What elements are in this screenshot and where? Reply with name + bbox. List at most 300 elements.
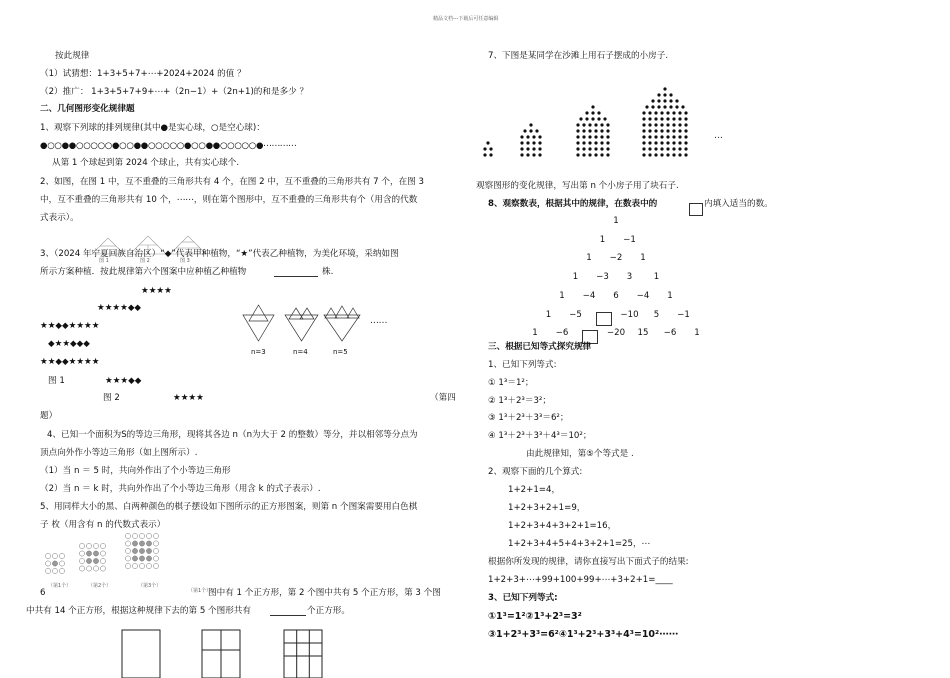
- star-row-3: ★★◆◆★★★★: [40, 321, 100, 331]
- r-question-1: 1、已知下列等式:: [488, 360, 557, 370]
- stone-dot: [600, 123, 603, 126]
- stone-dot: [675, 105, 678, 108]
- stone-dot: [486, 141, 489, 144]
- question-3b: 所示方案种植．按此规律第六个图案中应种植乙种植物: [40, 267, 247, 277]
- stone-dot: [642, 111, 645, 114]
- question-1b: 从第 1 个球起到第 2024 个球止，共有实心球个.: [52, 158, 240, 168]
- stone-dot: [663, 105, 666, 108]
- stone-dot: [666, 141, 669, 144]
- triangle-star-figures: [238, 303, 368, 345]
- stone-dot: [654, 153, 657, 156]
- question-6a: 图中有 1 个正方形，第 2 个图中共有 5 个正方形，第 3 个图: [208, 588, 441, 598]
- chess-piece: [153, 541, 158, 546]
- stone-dot: [588, 135, 591, 138]
- stone-dot: [657, 105, 660, 108]
- chess-piece: [79, 566, 84, 571]
- number-cell: 5: [653, 309, 660, 320]
- stone-dot: [582, 135, 585, 138]
- stone-dot: [666, 153, 669, 156]
- chess-piece: [132, 541, 137, 546]
- chess-pattern-figures: [44, 536, 184, 586]
- stone-dot: [600, 135, 603, 138]
- page-header: 精品文档---下载后可任意编辑: [433, 16, 499, 22]
- star-row-2: ★★★★◆◆: [97, 303, 142, 313]
- stone-dot: [651, 99, 654, 102]
- stone-dot: [663, 87, 666, 90]
- question-7: 7、下图是某同学在沙滩上用石子摆成的小房子.: [488, 51, 669, 61]
- sum-question: 1+2+3+⋯+99+100+99+⋯+3+2+1=____: [488, 575, 673, 585]
- stone-dot: [603, 117, 606, 120]
- question-2c: 式表示）。: [40, 213, 79, 223]
- stone-dot: [666, 147, 669, 150]
- stone-dot: [648, 117, 651, 120]
- chess-piece: [132, 563, 137, 568]
- chess-piece: [45, 561, 50, 566]
- fig-small-label: （第1个）: [188, 588, 212, 594]
- chess-piece: [132, 556, 137, 561]
- stone-dot: [654, 123, 657, 126]
- square-grid-figures: [120, 628, 330, 678]
- chess-piece: [100, 551, 105, 556]
- chess-piece: [132, 533, 137, 538]
- stone-dot: [576, 141, 579, 144]
- section-2-title: 二、几何图形变化规律题: [40, 104, 135, 114]
- chess-piece: [45, 568, 50, 573]
- chess-piece: [125, 563, 130, 568]
- chess-piece: [59, 561, 64, 566]
- number-cell: −10: [620, 309, 639, 320]
- stone-dot: [660, 117, 663, 120]
- star-row-4: ◆★★◆◆◆: [48, 339, 90, 349]
- chess-piece: [52, 568, 57, 573]
- n-label-3: n=3: [251, 348, 266, 356]
- question-6-num: 6: [40, 588, 46, 598]
- stone-dot: [606, 129, 609, 132]
- question-8: 8、观察数表，根据其中的规律，在数表中的: [488, 199, 658, 209]
- question-4c: （1）当 n ＝ 5 时，共向外作出了个小等边三角形: [40, 466, 231, 476]
- stone-dot: [532, 147, 535, 150]
- tri-star-n4: [285, 308, 318, 341]
- stone-dot: [576, 123, 579, 126]
- stone-dot: [648, 141, 651, 144]
- chess-piece: [153, 548, 158, 553]
- fig-1-label: 图 1: [48, 376, 65, 386]
- stone-dot: [648, 111, 651, 114]
- tri-label-2: 图 2: [140, 258, 150, 264]
- chess-label-2: （第2个）: [88, 583, 112, 589]
- stone-dot: [535, 129, 538, 132]
- stone-dot: [576, 129, 579, 132]
- question-5b: 子 枚（用含有 n 的代数式表示）: [40, 520, 166, 530]
- chess-piece: [59, 553, 64, 558]
- stone-dot: [582, 123, 585, 126]
- cube-equations-2: ③1+2³+3³=6²④1³+2³+3³+4³=10²⋯⋯: [488, 629, 679, 640]
- stone-dot: [582, 147, 585, 150]
- chess-piece: [125, 556, 130, 561]
- stone-dot: [642, 147, 645, 150]
- stone-dot: [660, 129, 663, 132]
- stone-dot: [654, 135, 657, 138]
- n-label-4: n=4: [293, 348, 308, 356]
- stone-dot: [526, 135, 529, 138]
- stone-dot: [663, 93, 666, 96]
- number-cell: −1: [677, 309, 690, 320]
- answer-blank-q3[interactable]: [274, 276, 318, 277]
- chess-piece: [139, 533, 144, 538]
- number-cell: 1: [613, 216, 619, 226]
- tri-label-3: 图 3: [180, 258, 190, 264]
- chess-piece: [146, 548, 151, 553]
- chess-piece: [153, 556, 158, 561]
- stone-dot: [684, 135, 687, 138]
- stone-dot: [606, 141, 609, 144]
- stone-dot: [538, 147, 541, 150]
- question-6b: 中共有 14 个正方形，根据这种规律下去的第 5 个图形共有: [26, 606, 251, 616]
- tri-star-n3: [243, 305, 274, 341]
- stone-dot: [678, 135, 681, 138]
- chess-piece: [139, 563, 144, 568]
- stone-dot: [526, 141, 529, 144]
- equation-4: ④ 1³＋2³＋3³＋4³＝10²；: [488, 431, 592, 441]
- stone-dot: [523, 129, 526, 132]
- stone-dot: [672, 147, 675, 150]
- tri-dots: ⋯⋯: [370, 318, 388, 328]
- stone-dot: [594, 135, 597, 138]
- stone-dot: [606, 135, 609, 138]
- sum-3: 1+2+3+4+3+2+1=16，: [508, 521, 617, 531]
- chess-piece: [125, 533, 130, 538]
- stone-dot: [684, 147, 687, 150]
- grid-3: [284, 630, 322, 678]
- stone-dot: [648, 147, 651, 150]
- chess-piece: [100, 558, 105, 563]
- chess-piece: [139, 556, 144, 561]
- stone-dot: [520, 153, 523, 156]
- stone-dot: [606, 147, 609, 150]
- star-row-1: ★★★★: [141, 286, 172, 296]
- stone-dot: [529, 129, 532, 132]
- stone-dot: [591, 105, 594, 108]
- number-cell: 1: [545, 309, 552, 320]
- stone-dot: [582, 141, 585, 144]
- stone-dot: [588, 141, 591, 144]
- number-cell: 1: [559, 290, 565, 301]
- stone-dot: [532, 153, 535, 156]
- number-cell: −20: [606, 328, 626, 339]
- stone-dot: [576, 135, 579, 138]
- number-cell: 1: [694, 328, 700, 339]
- number-cell: −4: [636, 290, 650, 301]
- text-guess: （1）试猜想：1+3+5+7+⋯+2024+2024 的值 ？: [40, 69, 246, 79]
- chess-piece: [139, 548, 144, 553]
- stone-dot: [684, 117, 687, 120]
- stone-dot: [600, 147, 603, 150]
- chess-piece: [153, 563, 158, 568]
- stone-dot: [678, 117, 681, 120]
- stone-dot: [588, 153, 591, 156]
- grid-2: [202, 630, 240, 678]
- stone-dot: [654, 141, 657, 144]
- equation-1: ① 1³＝1²；: [488, 378, 534, 388]
- question-4b: 顶点向外作小等边三角形（如上图所示）.: [40, 448, 198, 458]
- stone-dot: [672, 117, 675, 120]
- stone-dot: [666, 117, 669, 120]
- stone-dot: [538, 153, 541, 156]
- stone-dot: [594, 153, 597, 156]
- stone-dot: [648, 153, 651, 156]
- text-extend: （2）推广： 1+3+5+7+9+⋯+（2n−1）+（2n+1)的和是多少 ？: [40, 87, 309, 97]
- chess-piece: [52, 561, 57, 566]
- stone-dot: [576, 147, 579, 150]
- number-cell: −3: [596, 272, 609, 283]
- stone-dot: [678, 147, 681, 150]
- grid-1: [122, 630, 160, 678]
- chess-piece: [146, 533, 151, 538]
- stone-dot: [684, 129, 687, 132]
- question-7b: 观察图形的变化规律，写出第 n 个小房子用了块石子.: [476, 181, 679, 191]
- question-3a: 3、（2024 年宁夏回族自治区）“◆”代表甲种植物，“★”代表乙种植物，为美化环境，采纳如图: [40, 249, 399, 259]
- chess-piece: [100, 566, 105, 571]
- stone-dot: [663, 99, 666, 102]
- stone-house-figures: [476, 98, 706, 160]
- question-1: 1、观察下列球的排列规律(其中●是实心球，○是空心球)：: [40, 123, 265, 133]
- chess-piece: [86, 566, 91, 571]
- number-cell: 1: [572, 272, 579, 283]
- question-2b: 中，互不重叠的三角形共有 10 个，⋯⋯，则在第个图形中，互不重叠的三角形共有个（用含的代数: [40, 195, 418, 205]
- number-cell: −1: [623, 234, 636, 245]
- chess-piece: [93, 543, 98, 548]
- tri-star-n5: [324, 306, 360, 341]
- stone-dot: [642, 141, 645, 144]
- stone-dot: [642, 117, 645, 120]
- question-4d: （2）当 n ＝ k 时，共向外作出了个小等边三角形（用含 k 的式子表示）.: [40, 484, 321, 494]
- stone-dot: [591, 117, 594, 120]
- number-cell: −6: [663, 328, 677, 339]
- stone-dot: [654, 129, 657, 132]
- star-row-5: ★★◆◆★★★★: [40, 357, 100, 367]
- stone-dot: [666, 129, 669, 132]
- stone-dot: [672, 153, 675, 156]
- chess-piece: [146, 563, 151, 568]
- chess-piece: [132, 548, 137, 553]
- stone-dot: [483, 147, 486, 150]
- stone-dot: [526, 147, 529, 150]
- number-cell: −4: [582, 290, 596, 301]
- chess-piece: [125, 548, 130, 553]
- stone-dot: [669, 105, 672, 108]
- stone-dot: [642, 123, 645, 126]
- question-8-end: 内填入适当的数。: [704, 199, 773, 209]
- stone-dot: [672, 129, 675, 132]
- chess-piece: [86, 558, 91, 563]
- stone-dot: [669, 99, 672, 102]
- stone-dot: [669, 93, 672, 96]
- stone-dot: [594, 141, 597, 144]
- stone-dot: [576, 153, 579, 156]
- stone-dot: [666, 135, 669, 138]
- stone-dot: [597, 111, 600, 114]
- stone-dot: [666, 123, 669, 126]
- stone-dot: [654, 117, 657, 120]
- number-cell: −2: [609, 253, 623, 264]
- stone-dot: [585, 111, 588, 114]
- stone-dot: [591, 111, 594, 114]
- r-question-3: 3、已知下列等式:: [488, 593, 558, 603]
- chess-label-1: （第1个）: [48, 583, 72, 589]
- stone-dot: [588, 129, 591, 132]
- fig-2-label: 图 2: [103, 393, 120, 403]
- stone-dot: [678, 123, 681, 126]
- fig-4-caption-end: 题）: [40, 411, 58, 421]
- sum-4: 1+2+3+4+5+4+3+2+1=25，⋯: [508, 539, 651, 549]
- answer-box-q8-intro[interactable]: [689, 203, 703, 216]
- number-cell: 1: [667, 290, 673, 301]
- stone-dot: [678, 111, 681, 114]
- answer-blank-q6[interactable]: [270, 615, 306, 616]
- stone-dot: [532, 135, 535, 138]
- question-3b-end: 株.: [322, 267, 334, 277]
- chess-piece: [59, 568, 64, 573]
- stone-dot: [660, 111, 663, 114]
- number-cell: 6: [613, 290, 619, 301]
- chess-piece: [125, 541, 130, 546]
- chess-label-3: （第3个）: [138, 583, 162, 589]
- chess-piece: [153, 533, 158, 538]
- stone-dot: [654, 111, 657, 114]
- stone-dot: [654, 147, 657, 150]
- stone-dot: [532, 141, 535, 144]
- stone-dot: [645, 105, 648, 108]
- stone-dot: [648, 123, 651, 126]
- question-2a: 2、如图，在图 1 中，互不重叠的三角形共有 4 个，在图 2 中，互不重叠的三角形共有 7 个，在图 3: [40, 177, 424, 187]
- sum-prompt: 根据你所发现的规律，请你直接写出下面式子的结果:: [488, 557, 689, 567]
- chess-piece: [139, 541, 144, 546]
- stone-dot: [538, 141, 541, 144]
- stone-dot: [675, 99, 678, 102]
- stone-dot: [657, 93, 660, 96]
- stone-dot: [684, 111, 687, 114]
- question-4a: 4、已知一个面积为S的等边三角形，现将其各边 n（n为大于 2 的整数）等分，并以相邻等分点为: [47, 430, 418, 440]
- ball-sequence: ●○○●●○○○○○●○○●●○○○○○●○○●●○○○○○●⋯⋯⋯⋯: [40, 141, 297, 151]
- chess-piece: [79, 551, 84, 556]
- stone-dot: [660, 135, 663, 138]
- section-3-title: 三、根据已知等式探究规律: [488, 342, 592, 352]
- number-cell: −6: [555, 328, 569, 339]
- stone-dot: [483, 153, 486, 156]
- stone-dot: [489, 153, 492, 156]
- equation-5-prompt: 由此规律知，第⑤个等式是 .: [526, 449, 634, 459]
- number-cell: 1: [586, 253, 592, 264]
- stone-dot: [520, 147, 523, 150]
- house-dots: ⋯: [714, 133, 723, 143]
- chess-piece: [93, 558, 98, 563]
- question-5a: 5、用同样大小的黑、白两种颜色的棋子摆设如下图所示的正方形图案，则第 n 个图案需要用白色棋: [40, 502, 418, 512]
- stone-dot: [600, 129, 603, 132]
- chess-piece: [79, 543, 84, 548]
- stone-dot: [678, 129, 681, 132]
- number-cell: 15: [637, 328, 649, 339]
- stone-dot: [489, 147, 492, 150]
- stone-dot: [660, 141, 663, 144]
- sum-2: 1+2+3+2+1=9，: [508, 503, 586, 513]
- stone-dot: [582, 153, 585, 156]
- stone-dot: [642, 135, 645, 138]
- equation-2: ② 1³＋2³＝3²；: [488, 396, 551, 406]
- number-cell: −5: [569, 309, 582, 320]
- stone-dot: [666, 111, 669, 114]
- chess-piece: [45, 553, 50, 558]
- stone-dot: [594, 147, 597, 150]
- stone-dot: [657, 99, 660, 102]
- cube-equations-1: ①1³=1²②1³+2³=3²: [488, 611, 582, 622]
- number-cell: 1: [640, 253, 646, 264]
- number-cell: 1: [653, 272, 660, 283]
- stone-dot: [660, 147, 663, 150]
- chess-piece: [100, 543, 105, 548]
- stone-dot: [648, 129, 651, 132]
- stone-dot: [538, 135, 541, 138]
- stone-dot: [684, 123, 687, 126]
- stone-dot: [678, 153, 681, 156]
- stone-dot: [520, 141, 523, 144]
- stone-dot: [672, 141, 675, 144]
- chess-piece: [146, 541, 151, 546]
- stone-dot: [594, 123, 597, 126]
- stone-dot: [606, 153, 609, 156]
- stone-dot: [660, 153, 663, 156]
- chess-piece: [52, 553, 57, 558]
- stone-dot: [684, 141, 687, 144]
- stone-dot: [651, 105, 654, 108]
- stone-dot: [529, 123, 532, 126]
- fig-4-caption: （第四: [430, 393, 456, 403]
- star-row-7: ★★★★: [173, 393, 204, 403]
- number-cell: 1: [532, 328, 538, 339]
- stone-dot: [660, 123, 663, 126]
- stone-dot: [588, 147, 591, 150]
- chess-piece: [93, 551, 98, 556]
- chess-piece: [86, 551, 91, 556]
- chess-piece: [79, 558, 84, 563]
- question-6b-end: 个正方形。: [307, 606, 350, 616]
- stone-dot: [588, 123, 591, 126]
- stone-dot: [582, 129, 585, 132]
- star-row-6: ★★★◆◆: [105, 376, 142, 386]
- stone-dot: [642, 153, 645, 156]
- stone-dot: [678, 141, 681, 144]
- stone-dot: [600, 153, 603, 156]
- number-cell: 3: [626, 272, 633, 283]
- stone-dot: [597, 117, 600, 120]
- chess-piece: [86, 543, 91, 548]
- sum-1: 1+2+1=4，: [508, 485, 561, 495]
- stone-dot: [672, 135, 675, 138]
- stone-dot: [672, 111, 675, 114]
- stone-dot: [672, 123, 675, 126]
- chess-piece: [146, 556, 151, 561]
- stone-dot: [520, 135, 523, 138]
- stone-dot: [684, 153, 687, 156]
- tri-label-1: 图 1: [99, 258, 109, 264]
- stone-dot: [606, 123, 609, 126]
- stone-dot: [648, 135, 651, 138]
- number-cell: 1: [599, 234, 606, 245]
- equation-3: ③ 1³＋2³＋3³＝6²；: [488, 413, 569, 423]
- r-question-2: 2、观察下面的几个算式:: [488, 467, 583, 477]
- stone-dot: [579, 117, 582, 120]
- stone-dot: [594, 129, 597, 132]
- stone-dot: [642, 129, 645, 132]
